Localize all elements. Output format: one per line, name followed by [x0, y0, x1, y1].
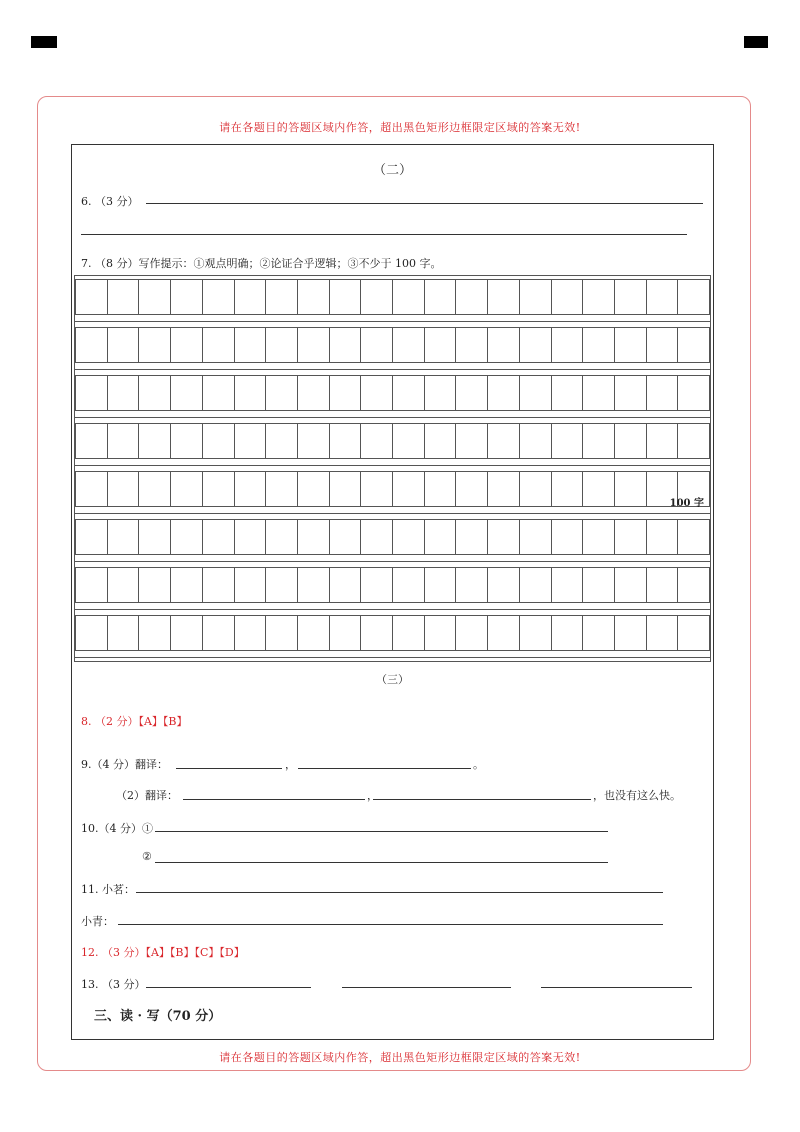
grid-cell[interactable] — [75, 375, 107, 411]
grid-cell[interactable] — [551, 567, 583, 603]
grid-cell[interactable] — [455, 519, 487, 555]
grid-cell[interactable] — [138, 615, 170, 651]
grid-cell[interactable] — [392, 519, 424, 555]
grid-spacer-line — [75, 465, 710, 466]
grid-spacer-line — [75, 321, 710, 322]
grid-cell[interactable] — [677, 327, 710, 363]
grid-cell[interactable] — [138, 423, 170, 459]
grid-cell[interactable] — [487, 567, 519, 603]
grid-cell[interactable] — [265, 375, 297, 411]
part-3-title: 三、读 · 写（70 分） — [94, 1009, 222, 1024]
grid-cell[interactable] — [646, 423, 678, 459]
grid-cell[interactable] — [677, 519, 710, 555]
grid-cell[interactable] — [75, 567, 107, 603]
grid-cell[interactable] — [582, 375, 614, 411]
grid-cell[interactable] — [582, 519, 614, 555]
grid-cell[interactable] — [170, 375, 202, 411]
grid-cell[interactable] — [107, 567, 139, 603]
grid-cell[interactable] — [614, 327, 646, 363]
grid-cell[interactable] — [265, 279, 297, 315]
grid-cell[interactable] — [360, 375, 392, 411]
q9-label: 9.（4 分）翻译： — [81, 758, 168, 771]
grid-cell[interactable] — [487, 279, 519, 315]
grid-cell[interactable] — [392, 279, 424, 315]
grid-cell[interactable] — [582, 471, 614, 507]
grid-cell[interactable] — [329, 327, 361, 363]
grid-cell[interactable] — [329, 567, 361, 603]
grid-row[interactable] — [75, 567, 710, 603]
q10-second: ② — [142, 850, 152, 863]
grid-cell[interactable] — [487, 519, 519, 555]
q11-blank-a[interactable] — [136, 892, 663, 893]
grid-cell[interactable] — [646, 615, 678, 651]
grid-cell[interactable] — [455, 471, 487, 507]
grid-row[interactable] — [75, 615, 710, 651]
grid-cell[interactable] — [646, 567, 678, 603]
grid-cell[interactable] — [329, 519, 361, 555]
grid-cell[interactable] — [519, 279, 551, 315]
grid-cell[interactable] — [551, 423, 583, 459]
grid-cell[interactable] — [107, 423, 139, 459]
grid-cell[interactable] — [107, 375, 139, 411]
grid-cell[interactable] — [234, 375, 266, 411]
grid-cell[interactable] — [170, 615, 202, 651]
grid-cell[interactable] — [138, 375, 170, 411]
grid-cell[interactable] — [646, 519, 678, 555]
grid-cell[interactable] — [360, 327, 392, 363]
grid-cell[interactable] — [234, 567, 266, 603]
q6-answer-line-2[interactable] — [81, 234, 687, 235]
grid-cell[interactable] — [202, 471, 234, 507]
grid-cell[interactable] — [519, 327, 551, 363]
q10-label: 10.（4 分）① — [81, 822, 153, 835]
grid-cell[interactable] — [519, 471, 551, 507]
q9-end: 。 — [473, 758, 484, 771]
grid-cell[interactable] — [392, 615, 424, 651]
grid-cell[interactable] — [75, 519, 107, 555]
grid-cell[interactable] — [107, 471, 139, 507]
q6-label: 6. （3 分） — [81, 195, 139, 208]
grid-cell[interactable] — [424, 327, 456, 363]
grid-cell[interactable] — [582, 327, 614, 363]
grid-row[interactable] — [75, 471, 710, 507]
q9b-blank-2[interactable] — [373, 799, 591, 800]
grid-cell[interactable] — [297, 327, 329, 363]
grid-cell[interactable] — [202, 615, 234, 651]
q8-choice[interactable]: 8. （2 分）【A】【B】 — [81, 715, 188, 728]
grid-cell[interactable] — [360, 471, 392, 507]
grid-cell[interactable] — [265, 615, 297, 651]
grid-cell[interactable] — [646, 327, 678, 363]
grid-cell[interactable] — [582, 423, 614, 459]
grid-cell[interactable] — [424, 375, 456, 411]
grid-cell[interactable] — [392, 327, 424, 363]
q9b-comma: ， — [367, 789, 378, 802]
grid-row[interactable] — [75, 423, 710, 459]
grid-cell[interactable] — [107, 615, 139, 651]
grid-cell[interactable] — [646, 375, 678, 411]
notice-top: 请在各题目的答题区域内作答，超出黑色矩形边框限定区域的答案无效! — [219, 121, 581, 134]
grid-cell[interactable] — [614, 567, 646, 603]
grid-cell[interactable] — [424, 615, 456, 651]
grid-cell[interactable] — [614, 279, 646, 315]
grid-cell[interactable] — [551, 327, 583, 363]
grid-cell[interactable] — [297, 615, 329, 651]
grid-cell[interactable] — [360, 423, 392, 459]
grid-cell[interactable] — [329, 471, 361, 507]
grid-spacer-line — [75, 561, 710, 562]
grid-cell[interactable] — [170, 471, 202, 507]
grid-cell[interactable] — [424, 471, 456, 507]
grid-cell[interactable] — [329, 279, 361, 315]
grid-cell[interactable] — [75, 327, 107, 363]
grid-cell[interactable] — [519, 567, 551, 603]
grid-cell[interactable] — [519, 375, 551, 411]
grid-cell[interactable] — [677, 615, 710, 651]
q6-answer-line-1[interactable] — [146, 203, 703, 204]
grid-cell[interactable] — [265, 519, 297, 555]
q9-comma: ， — [285, 758, 296, 771]
grid-cell[interactable] — [329, 423, 361, 459]
grid-cell[interactable] — [234, 423, 266, 459]
grid-cell[interactable] — [107, 519, 139, 555]
grid-cell[interactable] — [265, 471, 297, 507]
grid-cell[interactable] — [424, 279, 456, 315]
grid-cell[interactable] — [677, 567, 710, 603]
q9b-blank-1[interactable] — [183, 799, 365, 800]
section-3-title: （三） — [376, 673, 409, 686]
grid-cell[interactable] — [551, 279, 583, 315]
grid-cell[interactable] — [297, 375, 329, 411]
grid-cell[interactable] — [107, 327, 139, 363]
grid-spacer-line — [75, 657, 710, 658]
grid-cell[interactable] — [202, 279, 234, 315]
grid-cell[interactable] — [455, 615, 487, 651]
composition-grid[interactable] — [74, 275, 711, 662]
grid-cell[interactable] — [138, 519, 170, 555]
grid-cell[interactable] — [234, 519, 266, 555]
grid-cell[interactable] — [360, 615, 392, 651]
q10-blank-1[interactable] — [155, 831, 608, 832]
grid-cell[interactable] — [392, 567, 424, 603]
grid-cell[interactable] — [234, 327, 266, 363]
grid-cell[interactable] — [455, 375, 487, 411]
grid-cell[interactable] — [551, 375, 583, 411]
grid-cell[interactable] — [170, 519, 202, 555]
grid-cell[interactable] — [360, 519, 392, 555]
grid-cell[interactable] — [424, 519, 456, 555]
top-right-marker — [744, 36, 768, 48]
grid-cell[interactable] — [297, 279, 329, 315]
grid-cell[interactable] — [582, 279, 614, 315]
grid-cell[interactable] — [202, 375, 234, 411]
grid-cell[interactable] — [75, 279, 107, 315]
grid-cell[interactable] — [551, 615, 583, 651]
q11-label-b: 小青： — [81, 915, 114, 928]
grid-cell[interactable] — [75, 423, 107, 459]
grid-cell[interactable] — [487, 615, 519, 651]
grid-cell[interactable] — [297, 471, 329, 507]
grid-cell[interactable] — [551, 471, 583, 507]
grid-cell[interactable] — [614, 423, 646, 459]
grid-cell[interactable] — [455, 423, 487, 459]
grid-cell[interactable] — [392, 471, 424, 507]
grid-cell[interactable] — [297, 567, 329, 603]
grid-cell[interactable] — [75, 615, 107, 651]
grid-cell[interactable] — [138, 279, 170, 315]
q13-blank-3[interactable] — [541, 987, 692, 988]
grid-cell[interactable] — [265, 327, 297, 363]
q9b-end: ，也没有这么快。 — [593, 789, 681, 802]
grid-cell[interactable] — [614, 519, 646, 555]
grid-cell[interactable] — [455, 567, 487, 603]
grid-cell[interactable] — [170, 423, 202, 459]
grid-cell[interactable] — [107, 279, 139, 315]
grid-cell[interactable] — [234, 279, 266, 315]
grid-cell[interactable] — [234, 471, 266, 507]
grid-cell[interactable] — [677, 375, 710, 411]
grid-cell[interactable] — [519, 519, 551, 555]
grid-cell[interactable] — [582, 615, 614, 651]
grid-spacer-line — [75, 513, 710, 514]
q10-blank-2[interactable] — [155, 862, 608, 863]
grid-cell[interactable] — [170, 327, 202, 363]
grid-row[interactable] — [75, 519, 710, 555]
grid-cell[interactable] — [677, 279, 710, 315]
grid-cell[interactable] — [360, 567, 392, 603]
grid-row[interactable] — [75, 375, 710, 411]
grid-cell[interactable] — [138, 567, 170, 603]
grid-cell[interactable] — [392, 423, 424, 459]
grid-spacer-line — [75, 417, 710, 418]
grid-cell[interactable] — [487, 327, 519, 363]
top-left-marker — [31, 36, 57, 48]
grid-cell[interactable] — [360, 279, 392, 315]
grid-spacer-line — [75, 369, 710, 370]
q9-blank-2[interactable] — [298, 768, 471, 769]
grid-cell[interactable] — [614, 471, 646, 507]
grid-cell[interactable] — [519, 423, 551, 459]
grid-cell[interactable] — [234, 615, 266, 651]
grid-cell[interactable] — [424, 423, 456, 459]
grid-cell[interactable] — [455, 327, 487, 363]
q12-choice[interactable]: 12. （3 分）【A】【B】【C】【D】 — [81, 946, 245, 959]
grid-cell[interactable] — [329, 615, 361, 651]
section-2-title: （二） — [372, 163, 412, 178]
grid-cell[interactable] — [170, 279, 202, 315]
grid-cell[interactable] — [170, 567, 202, 603]
grid-cell[interactable] — [297, 423, 329, 459]
q11-blank-b[interactable] — [118, 924, 663, 925]
grid-cell[interactable] — [614, 375, 646, 411]
word-count-marker: 100 字 — [669, 498, 704, 509]
q13-label: 13. （3 分） — [81, 978, 146, 991]
grid-cell[interactable] — [202, 327, 234, 363]
grid-row[interactable] — [75, 327, 710, 363]
grid-cell[interactable] — [614, 615, 646, 651]
q13-blank-2[interactable] — [342, 987, 511, 988]
grid-cell[interactable] — [138, 327, 170, 363]
grid-cell[interactable] — [551, 519, 583, 555]
grid-cell[interactable] — [329, 375, 361, 411]
grid-cell[interactable] — [265, 423, 297, 459]
grid-cell[interactable] — [646, 279, 678, 315]
grid-cell[interactable] — [487, 471, 519, 507]
notice-bottom: 请在各题目的答题区域内作答，超出黑色矩形边框限定区域的答案无效! — [219, 1051, 581, 1064]
grid-cell[interactable] — [487, 423, 519, 459]
grid-cell[interactable] — [424, 567, 456, 603]
grid-cell[interactable] — [265, 567, 297, 603]
q9b-label: （2）翻译： — [116, 789, 178, 802]
grid-cell[interactable] — [75, 471, 107, 507]
grid-cell[interactable] — [582, 567, 614, 603]
grid-row[interactable] — [75, 279, 710, 315]
grid-cell[interactable] — [677, 423, 710, 459]
grid-spacer-line — [75, 609, 710, 610]
grid-cell[interactable] — [138, 471, 170, 507]
grid-cell[interactable] — [487, 375, 519, 411]
q11-label-a: 11. 小茗： — [81, 883, 135, 896]
grid-cell[interactable] — [297, 519, 329, 555]
q7-label: 7. （8 分）写作提示：①观点明确；②论证合乎逻辑；③不少于 100 字。 — [81, 257, 442, 270]
grid-cell[interactable] — [455, 279, 487, 315]
grid-cell[interactable] — [202, 519, 234, 555]
q9-blank-1[interactable] — [176, 768, 282, 769]
grid-cell[interactable] — [202, 423, 234, 459]
q13-blank-1[interactable] — [146, 987, 311, 988]
grid-cell[interactable] — [392, 375, 424, 411]
grid-cell[interactable] — [519, 615, 551, 651]
grid-cell[interactable] — [202, 567, 234, 603]
